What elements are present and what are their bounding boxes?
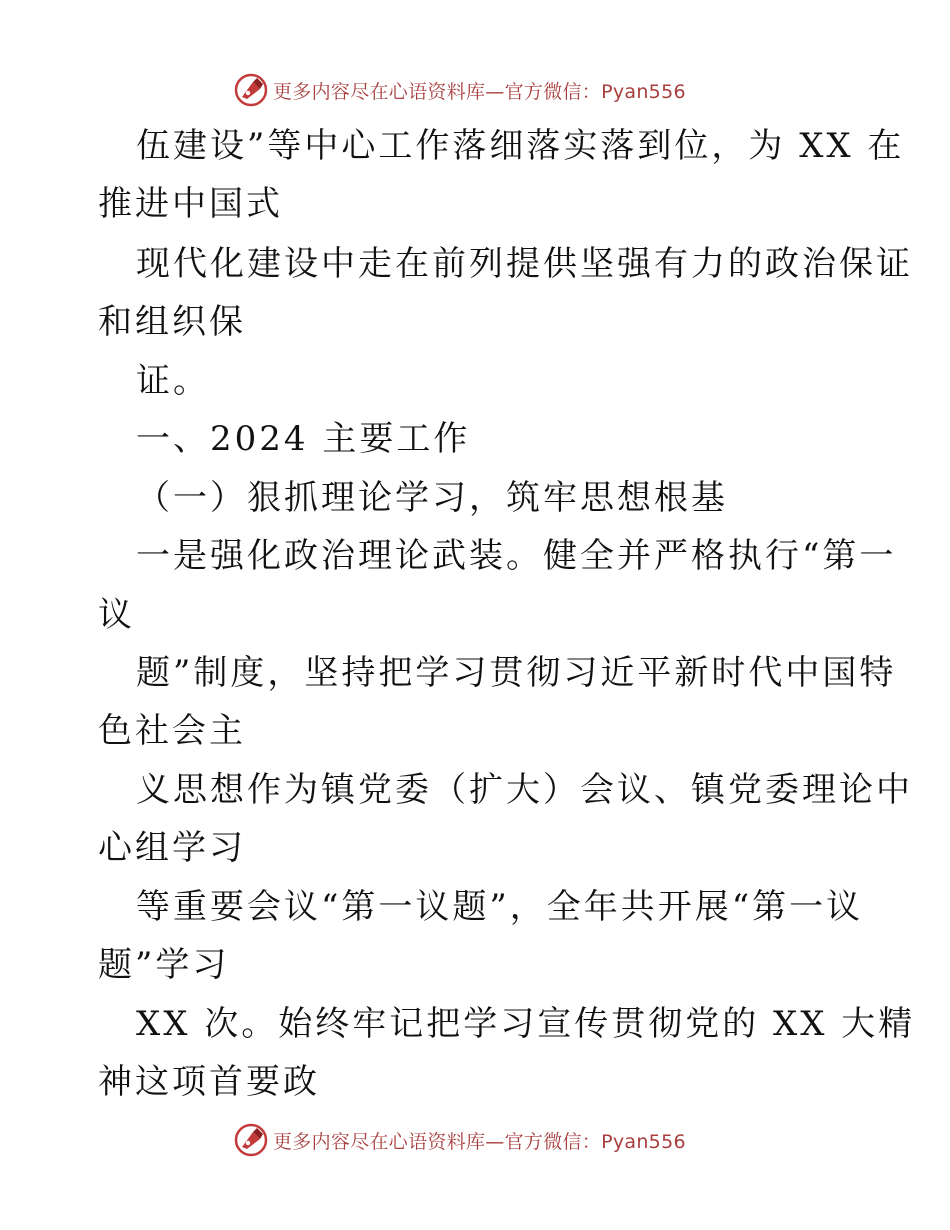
text-line: 义思想作为镇党委（扩大）会议、镇党委理论中 — [136, 770, 913, 810]
text-line: 题”制度，坚持把学习贯彻习近平新时代中国特 — [136, 653, 897, 693]
footer-watermark-banner — [233, 1121, 753, 1159]
text-line: 伍建设”等中心工作落细落实落到位，为 XX 在 — [136, 126, 905, 166]
logo-icon — [233, 1122, 269, 1158]
text-line: XX 次。始终牢记把学习宣传贯彻党的 XX 大精 — [136, 1004, 916, 1044]
text-line: 议 — [98, 595, 135, 635]
header-watermark-banner — [233, 71, 753, 109]
text-line: 一是强化政治理论武装。健全并严格执行“第一 — [136, 536, 897, 576]
text-line: 题”学习 — [98, 945, 230, 985]
text-line: 证。 — [136, 361, 210, 401]
text-line: 色社会主 — [98, 711, 246, 751]
header-watermark-text: 更多内容尽在心语资料库—官方微信：Pyan556 — [273, 80, 686, 103]
text-line: 现代化建设中走在前列提供坚强有力的政治保证 — [136, 244, 913, 284]
text-line: 推进中国式 — [98, 184, 283, 224]
text-line: 和组织保 — [98, 302, 246, 342]
footer-watermark-text: 更多内容尽在心语资料库—官方微信：Pyan556 — [273, 1130, 686, 1153]
text-line: 等重要会议“第一议题”，全年共开展“第一议 — [136, 887, 864, 927]
subsection-heading: （一）狠抓理论学习，筑牢思想根基 — [136, 478, 728, 518]
text-line: 神这项首要政 — [98, 1062, 320, 1102]
section-heading: 一、2024 主要工作 — [136, 419, 471, 459]
logo-icon — [233, 72, 269, 108]
text-line: 心组学习 — [98, 828, 246, 868]
